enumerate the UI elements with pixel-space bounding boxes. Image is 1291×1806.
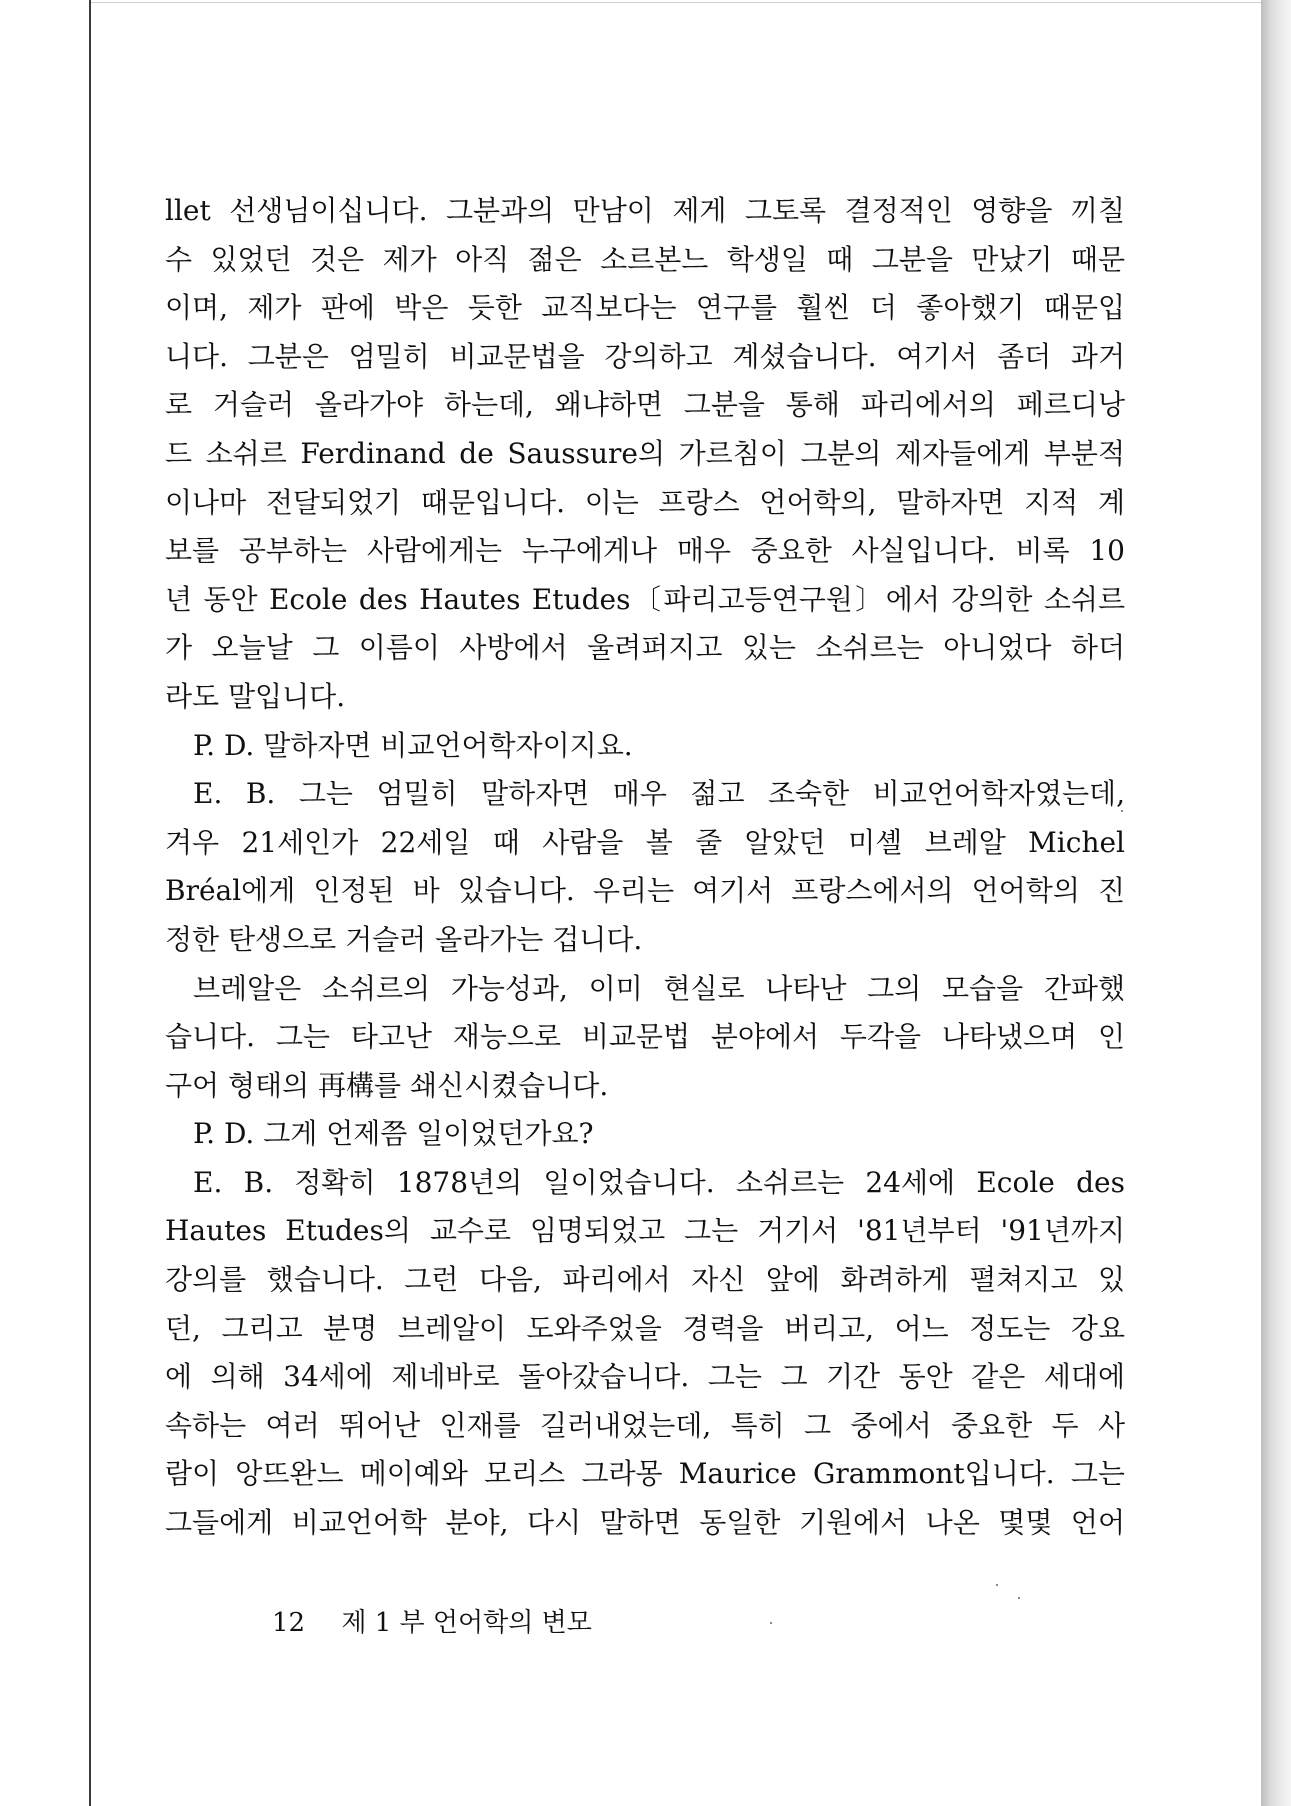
text-line-content: 겨우 21세인가 22세일 때 사람을 볼 줄 알았던 미셸 브레알 Michel [165, 825, 1125, 859]
page-footer [272, 1602, 592, 1639]
text-line [165, 187, 1125, 236]
scan-speck [1121, 810, 1123, 812]
text-line-content: 드 소쉬르 Ferdinand de Saussure의 가르침이 그분의 제자들에게 부분적 [165, 436, 1125, 470]
body-text [165, 187, 1125, 1548]
text-line [165, 867, 1125, 916]
text-line-content: E. B. 그는 엄밀히 말하자면 매우 젊고 조숙한 비교언어학자였는데, [193, 777, 1125, 811]
scan-speck [770, 1622, 772, 1624]
text-line-content: P. D. 그게 언제쯤 일이었던가요? [193, 1117, 594, 1151]
text-line-content: 던, 그리고 분명 브레알이 도와주었을 경력을 버리고, 어느 정도는 강요 [165, 1311, 1125, 1345]
text-line [165, 1353, 1125, 1402]
text-line [165, 527, 1125, 576]
text-line [165, 284, 1125, 333]
text-line [165, 430, 1125, 479]
text-line-content: 보를 공부하는 사람에게는 누구에게나 매우 중요한 사실입니다. 비록 10 [165, 534, 1125, 568]
text-line-content: 에 의해 34세에 제네바로 돌아갔습니다. 그는 그 기간 동안 같은 세대에 [165, 1360, 1125, 1394]
text-line-content: 브레알은 소쉬르의 가능성과, 이미 현실로 나타난 그의 모습을 간파했 [193, 971, 1125, 1005]
text-line [165, 1499, 1125, 1548]
text-line [165, 1450, 1125, 1499]
text-line [165, 236, 1125, 285]
text-line-content: 강의를 했습니다. 그런 다음, 파리에서 자신 앞에 화려하게 펼쳐지고 있 [165, 1263, 1125, 1297]
dialogue-line-pd [165, 1110, 1125, 1159]
text-line [165, 1207, 1125, 1256]
dialogue-line-pd [165, 722, 1125, 771]
text-line-content: 년 동안 Ecole des Hautes Etudes〔파리고등연구원〕에서 강의한 소쉬르 [165, 582, 1125, 616]
text-line-content: P. D. 말하자면 비교언어학자이지요. [193, 728, 633, 762]
text-line [165, 576, 1125, 625]
text-line [165, 381, 1125, 430]
text-line-content: llet 선생님이십니다. 그분과의 만남이 제게 그토록 결정적인 영향을 끼칠 [165, 194, 1125, 227]
scan-speck [1018, 1597, 1020, 1599]
text-line [165, 1256, 1125, 1305]
text-line-content: 니다. 그분은 엄밀히 비교문법을 강의하고 계셨습니다. 여기서 좀더 과거 [165, 339, 1125, 373]
text-line [165, 1305, 1125, 1354]
scan-speck [996, 1584, 998, 1586]
text-line-content: 그들에게 비교언어학 분야, 다시 말하면 동일한 기원에서 나온 몇몇 언어 [165, 1506, 1125, 1540]
text-line-content: 람이 앙뜨완느 메이예와 모리스 그라몽 Maurice Grammont입니다. 그는 [165, 1457, 1125, 1491]
text-line [165, 333, 1125, 382]
text-line [165, 916, 1125, 965]
text-line [165, 819, 1125, 868]
text-line-content: 라도 말입니다. [165, 679, 346, 713]
text-line [165, 624, 1125, 673]
text-line [165, 1402, 1125, 1451]
page-curl-shadow [1261, 0, 1291, 1806]
text-line-content: 정한 탄생으로 거슬러 올라가는 겁니다. [165, 922, 643, 956]
dialogue-line-eb [165, 770, 1125, 819]
text-line-content: Bréal에게 인정된 바 있습니다. 우리는 여기서 프랑스에서의 언어학의 진 [165, 874, 1125, 908]
text-line-content: 가 오늘날 그 이름이 사방에서 울려퍼지고 있는 소쉬르는 아니었다 하더 [165, 631, 1125, 665]
text-line [165, 479, 1125, 528]
text-line-content: 로 거슬러 올라가야 하는데, 왜냐하면 그분을 통해 파리에서의 페르디낭 [165, 388, 1125, 422]
text-line-content: 속하는 여러 뛰어난 인재를 길러내었는데, 특히 그 중에서 중요한 두 사 [165, 1408, 1125, 1442]
paragraph-start-line [165, 965, 1125, 1014]
text-line-content: E. B. 정확히 1878년의 일이었습니다. 소쉬르는 24세에 Ecole des [193, 1165, 1125, 1199]
text-line-content: Hautes Etudes의 교수로 임명되었고 그는 거기서 '81년부터 '91년까지 [165, 1214, 1125, 1248]
text-line-content: 이며, 제가 판에 박은 듯한 교직보다는 연구를 훨씬 더 좋아했기 때문입 [165, 291, 1125, 325]
page-number: 12 [272, 1608, 306, 1638]
scan-left-margin [0, 0, 89, 1806]
dialogue-line-eb [165, 1159, 1125, 1208]
text-line [165, 1062, 1125, 1111]
running-section-title: 제 1 부 언어학의 변모 [341, 1608, 592, 1638]
text-line-content: 이나마 전달되었기 때문입니다. 이는 프랑스 언어학의, 말하자면 지적 계 [165, 485, 1125, 519]
text-line-content: 습니다. 그는 타고난 재능으로 비교문법 분야에서 두각을 나타냈으며 인 [165, 1020, 1125, 1054]
text-line-content: 구어 형태의 再構를 쇄신시켰습니다. [165, 1068, 609, 1102]
text-line [165, 673, 1125, 722]
text-line [165, 1013, 1125, 1062]
text-line-content: 수 있었던 것은 제가 아직 젊은 소르본느 학생일 때 그분을 만났기 때문 [165, 242, 1125, 276]
